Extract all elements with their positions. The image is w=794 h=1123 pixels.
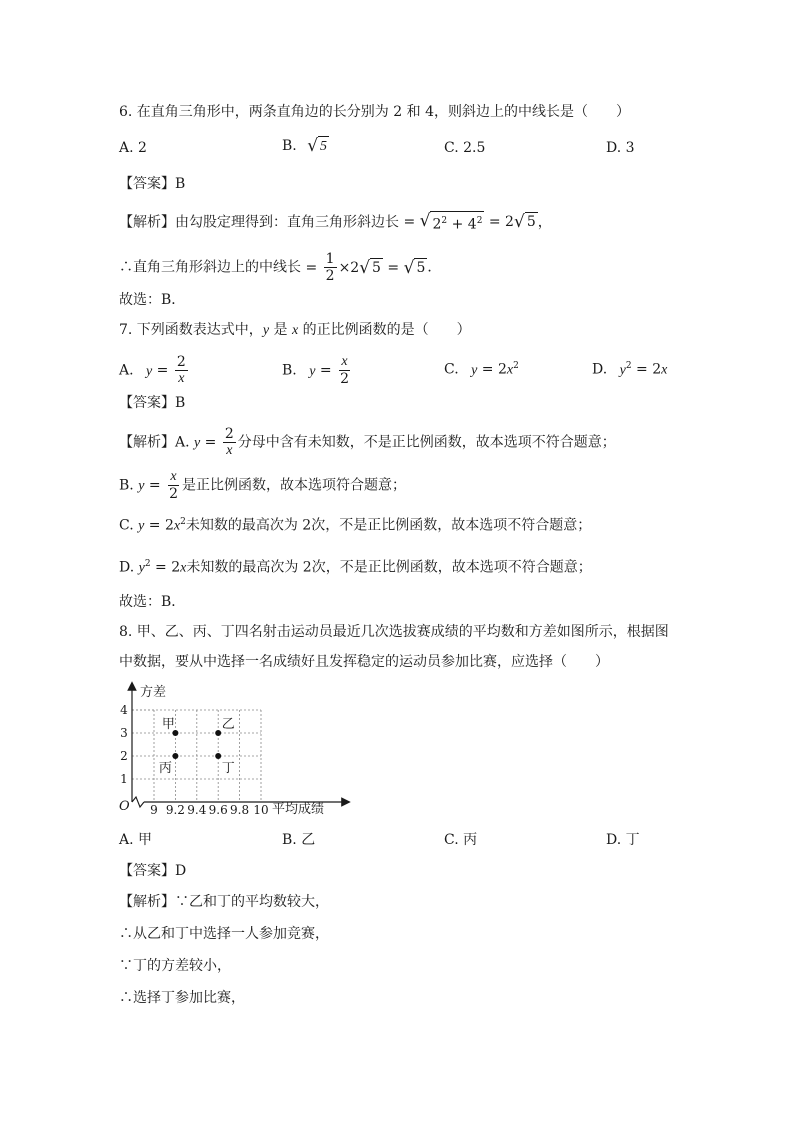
q6-option-c: C. 2.5	[444, 140, 486, 156]
origin-label: O	[119, 799, 130, 814]
q6-analysis-line2	[119, 252, 441, 283]
y-tick-label-3: 4	[120, 703, 128, 717]
q7-stem-x: x	[291, 323, 299, 338]
q8-option-d: D. 丁	[606, 832, 640, 848]
point-label-1: 乙	[221, 717, 235, 732]
x-tick-label-0: 9	[150, 803, 158, 817]
q6-analysis-text1: 由勾股定理得到：直角三角形斜边长	[175, 214, 399, 231]
q6-conclusion: 故选：B．	[119, 292, 186, 308]
chart-axes	[132, 686, 346, 807]
q7-stem-part1: 7. 下列函数表达式中，	[119, 322, 263, 338]
y-tick-label-0: 1	[120, 772, 128, 786]
q7-analysis-b-text: 是正比例函数，故本选项符合题意；	[181, 477, 406, 494]
q7-analysis-c-prefix: C.	[119, 517, 139, 534]
q7-analysis-b: B. y = $\frac{x}{2}$ 是正比例函数，故本选项符合题意；	[119, 469, 406, 502]
x-tick-label-2: 9.4	[187, 803, 207, 817]
q6-analysis-text2: ∴直角三角形斜边上的中线长	[119, 259, 301, 276]
q6-answer: 【答案】B	[119, 176, 186, 192]
q7-analysis-c: C. $y = 2x^2$未知数的最高次为 2次，不是正比例函数，故本选项不符合题意；	[119, 517, 592, 534]
q8-stem-line2: 中数据，要从中选择一名成绩好且发挥稳定的运动员参加比赛，应选择（ ）	[119, 654, 609, 670]
q8-analysis-text1: ∵乙和丁的平均数较大，	[175, 894, 329, 910]
q8-analysis-label: 【解析】	[119, 894, 175, 910]
q6-analysis-line1	[119, 211, 552, 234]
q8-option-c: C. 丙	[444, 832, 478, 848]
point-label-3: 丁	[221, 761, 235, 776]
q7-analysis-c-text: 未知数的最高次为 2次，不是正比例函数，故本选项不符合题意；	[185, 517, 592, 534]
q7-stem-part3: 的正比例函数的是（ ）	[298, 322, 471, 338]
q6-analysis-period: ．	[427, 259, 442, 276]
q7-analysis-d-text: 未知数的最高次为 2次，不是正比例函数，故本选项不符合题意；	[186, 559, 592, 576]
q7-option-a: A. y = $\frac{2}{x}$	[119, 354, 186, 386]
point-3	[215, 753, 221, 759]
q7-option-b-label: B.	[282, 362, 297, 379]
q6-option-b-sqrt: √ 5	[307, 136, 328, 156]
q7-analysis-a: 【解析】A. y = $\frac{2}{x}$ 分母中含有未知数，不是正比例函数，故本选项不符合题意；	[119, 426, 616, 458]
point-label-0: 甲	[161, 717, 175, 732]
q6-option-a: A. 2	[119, 140, 147, 156]
x-tick-label-5: 10	[253, 803, 269, 817]
x-tick-label-3: 9.6	[208, 803, 228, 817]
y-axis-title: 方差	[140, 685, 167, 700]
x-tick-label-4: 9.8	[230, 803, 250, 817]
x-tick-label-1: 9.2	[165, 803, 185, 817]
x-axis-break	[132, 797, 144, 807]
q8-analysis-line1	[119, 892, 329, 912]
q6-formula-median: = $\frac{1}{2}$ ×2 √ 5 = √ 5	[305, 251, 426, 284]
q7-analysis-d: D. $y^2 = 2x$未知数的最高次为 2次，不是正比例函数，故本选项不符合题意；	[119, 559, 592, 576]
y-tick-label-1: 2	[120, 749, 128, 763]
q7-option-d-label: D.	[592, 361, 608, 378]
q7-analysis-b-prefix: B.	[119, 477, 139, 494]
q8-stem-line1: 8. 甲、乙、丙、丁四名射击运动员最近几次选拔赛成绩的平均数和方差如图所示，根据图	[119, 624, 669, 640]
q8-answer: 【答案】D	[119, 863, 187, 879]
y-tick-label-2: 3	[120, 726, 128, 740]
q8-analysis-line3: ∵丁的方差较小，	[119, 958, 231, 974]
q6-formula-hypotenuse: = √ $2^2 + 4^2$ = 2 √ 5	[403, 211, 536, 233]
q7-answer: 【答案】B	[119, 395, 186, 411]
q8-analysis-line4: ∴选择丁参加比赛，	[119, 990, 245, 1006]
q8-scatter-chart	[112, 680, 352, 820]
q6-option-d: D. 3	[606, 140, 635, 156]
q7-option-c: C. $y = 2x^2$	[444, 361, 519, 378]
q7-option-a-label: A.	[119, 362, 134, 379]
point-2	[172, 753, 178, 759]
point-1	[215, 730, 221, 736]
q7-stem	[119, 320, 471, 341]
q8-option-b: B. 乙	[282, 832, 316, 848]
q6-option-b-label: B.	[282, 138, 297, 154]
q6-stem: 6. 在直角三角形中，两条直角边的长分别为 2 和 4，则斜边上的中线长是（ ）	[119, 104, 630, 120]
q7-stem-y: y	[262, 323, 270, 338]
q7-analysis-label: 【解析】	[119, 434, 175, 451]
q7-stem-part2: 是	[269, 322, 292, 338]
q8-option-a: A. 甲	[119, 832, 153, 848]
q7-option-b: B. y = $\frac{x}{2}$	[282, 354, 349, 387]
q6-analysis-comma: ，	[537, 214, 552, 231]
q7-option-c-label: C.	[444, 361, 459, 378]
q7-option-d: D. $y^2 = 2x$	[592, 361, 668, 378]
q7-conclusion: 故选：B．	[119, 594, 186, 610]
point-label-2: 丙	[158, 761, 172, 776]
q6-option-b-radicand: 5	[318, 136, 329, 155]
q6-analysis-label: 【解析】	[119, 214, 175, 231]
q6-option-b	[282, 136, 329, 156]
q8-analysis-line2: ∴从乙和丁中选择一人参加竞赛，	[119, 926, 329, 942]
q7-analysis-a-prefix: A.	[175, 434, 195, 451]
x-axis-title: 平均成绩	[272, 802, 325, 817]
q7-analysis-d-prefix: D.	[119, 559, 139, 576]
chart-grid	[132, 710, 261, 802]
q7-analysis-a-text: 分母中含有未知数，不是正比例函数，故本选项不符合题意；	[237, 434, 616, 451]
